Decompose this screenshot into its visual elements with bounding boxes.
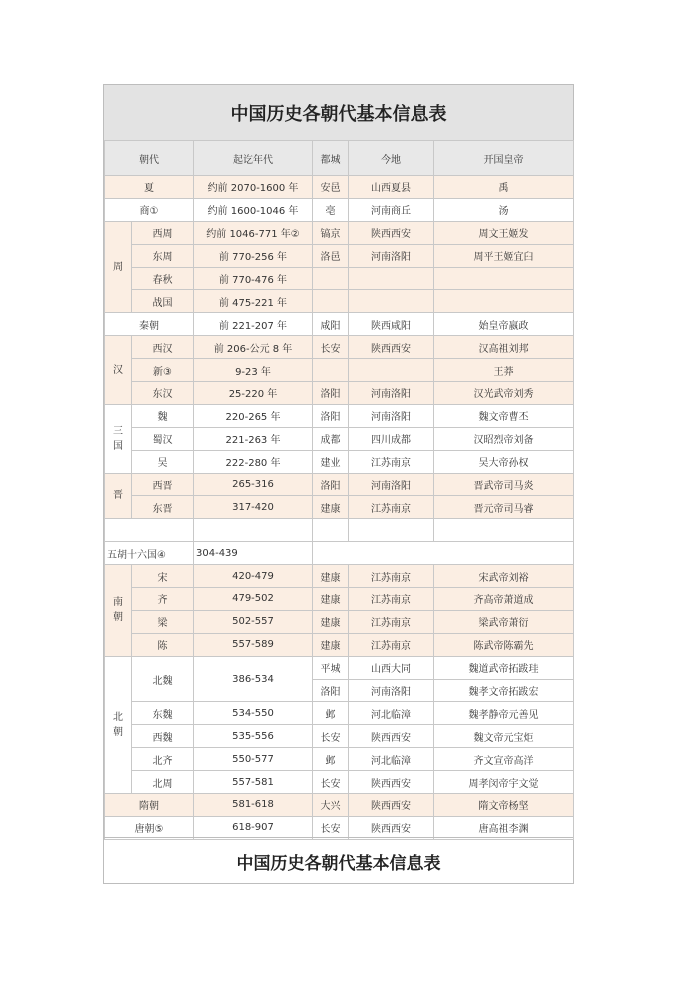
period-cell: 9-23 年 — [194, 359, 313, 382]
capital-cell: 建康 — [313, 610, 349, 633]
header-capital: 都城 — [313, 141, 349, 176]
capital-cell: 长安 — [313, 336, 349, 359]
founder-cell: 晋武帝司马炎 — [434, 473, 574, 496]
capital-cell: 镐京 — [313, 221, 349, 244]
capital-cell: 大兴 — [313, 794, 349, 817]
period-cell: 前 770-476 年 — [194, 267, 313, 290]
period-cell: 581-618 — [194, 794, 313, 817]
dynasty-name: 西魏 — [132, 725, 194, 748]
capital-cell: 洛阳 — [313, 382, 349, 405]
founder-cell: 宋武帝刘裕 — [434, 565, 574, 588]
location-cell: 陕西西安 — [349, 816, 434, 839]
location-cell: 河北临漳 — [349, 748, 434, 771]
period-cell: 502-557 — [194, 610, 313, 633]
period-cell: 约前 1046-771 年② — [194, 221, 313, 244]
location-cell: 山西夏县 — [349, 176, 434, 199]
dynasty-name: 春秋 — [132, 267, 194, 290]
period-cell: 618-907 — [194, 816, 313, 839]
founder-cell: 唐高祖李渊 — [434, 816, 574, 839]
table-row — [105, 359, 574, 382]
location-cell: 江苏南京 — [349, 588, 434, 611]
founder-cell: 汤 — [434, 198, 574, 221]
period-cell: 317-420 — [194, 496, 313, 519]
period-cell: 534-550 — [194, 702, 313, 725]
period-cell: 420-479 — [194, 565, 313, 588]
capital-cell: 洛阳 — [313, 404, 349, 427]
capital-cell: 洛阳 — [313, 679, 349, 702]
period-cell: 约前 1600-1046 年 — [194, 198, 313, 221]
location-cell — [349, 290, 434, 313]
founder-cell — [434, 290, 574, 313]
location-cell: 江苏南京 — [349, 610, 434, 633]
header-dynasty: 朝代 — [105, 141, 194, 176]
founder-cell: 梁武帝萧衍 — [434, 610, 574, 633]
table-row — [105, 198, 574, 221]
dynasty-name: 东魏 — [132, 702, 194, 725]
table-row — [105, 725, 574, 748]
footer-title: 中国历史各朝代基本信息表 — [104, 837, 573, 884]
location-cell: 河北临漳 — [349, 702, 434, 725]
table-row — [105, 267, 574, 290]
location-cell: 河南洛阳 — [349, 679, 434, 702]
dynasty-name: 陈 — [132, 633, 194, 656]
period-cell: 221-263 年 — [194, 427, 313, 450]
period-cell: 386-534 — [194, 656, 313, 702]
header-founder: 开国皇帝 — [434, 141, 574, 176]
founder-cell: 魏孝静帝元善见 — [434, 702, 574, 725]
founder-cell: 隋文帝杨坚 — [434, 794, 574, 817]
table-row — [105, 473, 574, 496]
capital-cell: 安邑 — [313, 176, 349, 199]
table-row-blank — [105, 519, 574, 542]
founder-cell: 吴大帝孙权 — [434, 450, 574, 473]
header-period: 起讫年代 — [194, 141, 313, 176]
period-cell: 约前 2070-1600 年 — [194, 176, 313, 199]
period-cell: 304-439 — [194, 542, 313, 565]
capital-cell: 邺 — [313, 702, 349, 725]
period-cell: 557-581 — [194, 771, 313, 794]
period-cell: 557-589 — [194, 633, 313, 656]
group-label-jin: 晋 — [105, 473, 132, 519]
founder-cell: 晋元帝司马睿 — [434, 496, 574, 519]
period-cell: 前 770-256 年 — [194, 244, 313, 267]
location-cell: 陕西西安 — [349, 725, 434, 748]
location-cell: 江苏南京 — [349, 450, 434, 473]
dynasty-name: 隋朝 — [105, 794, 194, 817]
dynasty-name: 魏 — [132, 404, 194, 427]
capital-cell: 长安 — [313, 771, 349, 794]
dynasty-name: 商① — [105, 198, 194, 221]
period-cell: 前 221-207 年 — [194, 313, 313, 336]
period-cell: 前 206-公元 8 年 — [194, 336, 313, 359]
location-cell: 陕西西安 — [349, 794, 434, 817]
location-cell — [349, 359, 434, 382]
location-cell: 河南商丘 — [349, 198, 434, 221]
location-cell: 陕西西安 — [349, 771, 434, 794]
founder-cell: 汉光武帝刘秀 — [434, 382, 574, 405]
dynasty-name: 宋 — [132, 565, 194, 588]
table-header-row — [105, 141, 574, 176]
dynasty-name: 东周 — [132, 244, 194, 267]
dynasty-name: 五胡十六国④ — [105, 542, 194, 565]
table-row — [105, 176, 574, 199]
capital-cell: 平城 — [313, 656, 349, 679]
location-cell: 陕西西安 — [349, 221, 434, 244]
capital-cell: 建康 — [313, 565, 349, 588]
dynasty-table-grid — [104, 140, 573, 840]
founder-cell — [434, 267, 574, 290]
founder-cell: 魏文帝元宝炬 — [434, 725, 574, 748]
table-title: 中国历史各朝代基本信息表 — [104, 85, 573, 141]
period-cell: 前 475-221 年 — [194, 290, 313, 313]
dynasty-name: 梁 — [132, 610, 194, 633]
dynasty-name: 北齐 — [132, 748, 194, 771]
group-label-nanchao: 南 朝 — [105, 565, 132, 657]
dynasty-name: 北周 — [132, 771, 194, 794]
capital-cell: 成都 — [313, 427, 349, 450]
founder-cell: 魏道武帝拓跋珪 — [434, 656, 574, 679]
table-row — [105, 244, 574, 267]
dynasty-name: 西周 — [132, 221, 194, 244]
dynasty-name: 秦朝 — [105, 313, 194, 336]
dynasty-name: 唐朝⑤ — [105, 816, 194, 839]
period-cell: 25-220 年 — [194, 382, 313, 405]
founder-cell: 汉高祖刘邦 — [434, 336, 574, 359]
location-cell — [349, 267, 434, 290]
table-row — [105, 313, 574, 336]
table-row — [105, 702, 574, 725]
table-row — [105, 404, 574, 427]
table-row — [105, 496, 574, 519]
dynasty-table — [104, 140, 574, 840]
founder-cell: 王莽 — [434, 359, 574, 382]
table-row — [105, 748, 574, 771]
capital-cell: 建康 — [313, 633, 349, 656]
table-row — [105, 794, 574, 817]
dynasty-name: 东汉 — [132, 382, 194, 405]
capital-cell: 洛阳 — [313, 473, 349, 496]
table-row — [105, 290, 574, 313]
founder-cell: 周孝闵帝宇文觉 — [434, 771, 574, 794]
table-row — [105, 610, 574, 633]
capital-cell: 建业 — [313, 450, 349, 473]
location-cell: 河南洛阳 — [349, 382, 434, 405]
table-row — [105, 450, 574, 473]
location-cell: 河南洛阳 — [349, 473, 434, 496]
period-cell: 479-502 — [194, 588, 313, 611]
capital-cell — [313, 359, 349, 382]
dynasty-table-sheet — [103, 84, 574, 884]
location-cell: 陕西西安 — [349, 336, 434, 359]
capital-cell: 咸阳 — [313, 313, 349, 336]
group-label-beichao: 北 朝 — [105, 656, 132, 793]
dynasty-name: 新③ — [132, 359, 194, 382]
period-cell: 265-316 — [194, 473, 313, 496]
dynasty-name: 西汉 — [132, 336, 194, 359]
capital-cell: 洛邑 — [313, 244, 349, 267]
location-cell: 河南洛阳 — [349, 404, 434, 427]
location-cell: 四川成都 — [349, 427, 434, 450]
period-cell: 550-577 — [194, 748, 313, 771]
location-cell: 陕西咸阳 — [349, 313, 434, 336]
location-cell: 河南洛阳 — [349, 244, 434, 267]
founder-cell: 汉昭烈帝刘备 — [434, 427, 574, 450]
capital-cell: 长安 — [313, 725, 349, 748]
table-row — [105, 771, 574, 794]
table-row — [105, 816, 574, 839]
capital-cell: 邺 — [313, 748, 349, 771]
location-cell: 山西大同 — [349, 656, 434, 679]
period-cell: 222-280 年 — [194, 450, 313, 473]
table-row — [105, 427, 574, 450]
period-cell: 535-556 — [194, 725, 313, 748]
capital-cell: 建康 — [313, 588, 349, 611]
dynasty-name: 北魏 — [132, 656, 194, 702]
table-row — [105, 633, 574, 656]
founder-cell: 魏孝文帝拓跋宏 — [434, 679, 574, 702]
founder-cell: 禹 — [434, 176, 574, 199]
location-cell: 江苏南京 — [349, 633, 434, 656]
founder-cell: 周平王姬宜臼 — [434, 244, 574, 267]
table-row — [105, 565, 574, 588]
dynasty-name: 战国 — [132, 290, 194, 313]
dynasty-name: 夏 — [105, 176, 194, 199]
table-row — [105, 588, 574, 611]
table-row — [105, 656, 574, 679]
founder-cell: 始皇帝嬴政 — [434, 313, 574, 336]
location-cell: 江苏南京 — [349, 565, 434, 588]
founder-cell: 齐高帝萧道成 — [434, 588, 574, 611]
period-cell: 220-265 年 — [194, 404, 313, 427]
dynasty-name: 齐 — [132, 588, 194, 611]
capital-cell: 长安 — [313, 816, 349, 839]
dynasty-name: 西晋 — [132, 473, 194, 496]
capital-cell: 建康 — [313, 496, 349, 519]
capital-cell — [313, 290, 349, 313]
dynasty-name: 蜀汉 — [132, 427, 194, 450]
table-row — [105, 382, 574, 405]
group-label-zhou: 周 — [105, 221, 132, 313]
capital-cell: 亳 — [313, 198, 349, 221]
header-location: 今地 — [349, 141, 434, 176]
dynasty-name: 东晋 — [132, 496, 194, 519]
founder-cell: 齐文宣帝高洋 — [434, 748, 574, 771]
dynasty-name: 吴 — [132, 450, 194, 473]
table-row — [105, 336, 574, 359]
table-row — [105, 542, 574, 565]
table-row — [105, 221, 574, 244]
founder-cell: 陈武帝陈霸先 — [434, 633, 574, 656]
location-cell: 江苏南京 — [349, 496, 434, 519]
group-label-han: 汉 — [105, 336, 132, 405]
founder-cell: 周文王姬发 — [434, 221, 574, 244]
capital-cell — [313, 267, 349, 290]
founder-cell: 魏文帝曹丕 — [434, 404, 574, 427]
group-label-sanguo: 三 国 — [105, 404, 132, 473]
